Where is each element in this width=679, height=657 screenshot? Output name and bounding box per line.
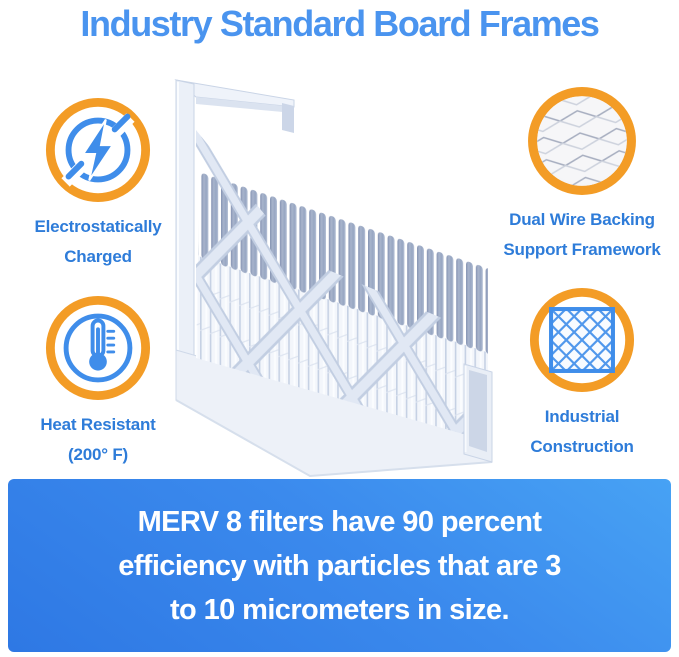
feature-label: Dual Wire Backing Support Framework	[503, 210, 661, 259]
diamond-lattice-icon	[528, 286, 636, 394]
merv-info-banner	[8, 479, 671, 652]
thermometer-icon	[44, 294, 152, 402]
feature-label: Industrial Construction	[530, 407, 634, 456]
lightning-circle-icon	[44, 96, 152, 204]
wire-mesh-photo-icon	[526, 85, 638, 197]
frame-end-cap	[464, 364, 492, 462]
page-title: Industry Standard Board Frames	[80, 3, 599, 44]
feature-industrial-construction	[499, 286, 665, 462]
air-filter-illustration	[160, 66, 505, 480]
banner-line: to 10 micrometers in size.	[170, 593, 509, 626]
feature-heat-resistant	[17, 294, 179, 470]
feature-label: Electrostatically Charged	[34, 217, 162, 266]
filter-product-render	[160, 66, 505, 480]
banner-line: efficiency with particles that are 3	[118, 549, 561, 582]
feature-label: Heat Resistant (200° F)	[40, 415, 156, 464]
banner-line: MERV 8 filters have 90 percent	[137, 505, 542, 538]
feature-dual-wire-backing	[497, 85, 667, 265]
feature-electrostatically-charged	[17, 96, 179, 272]
